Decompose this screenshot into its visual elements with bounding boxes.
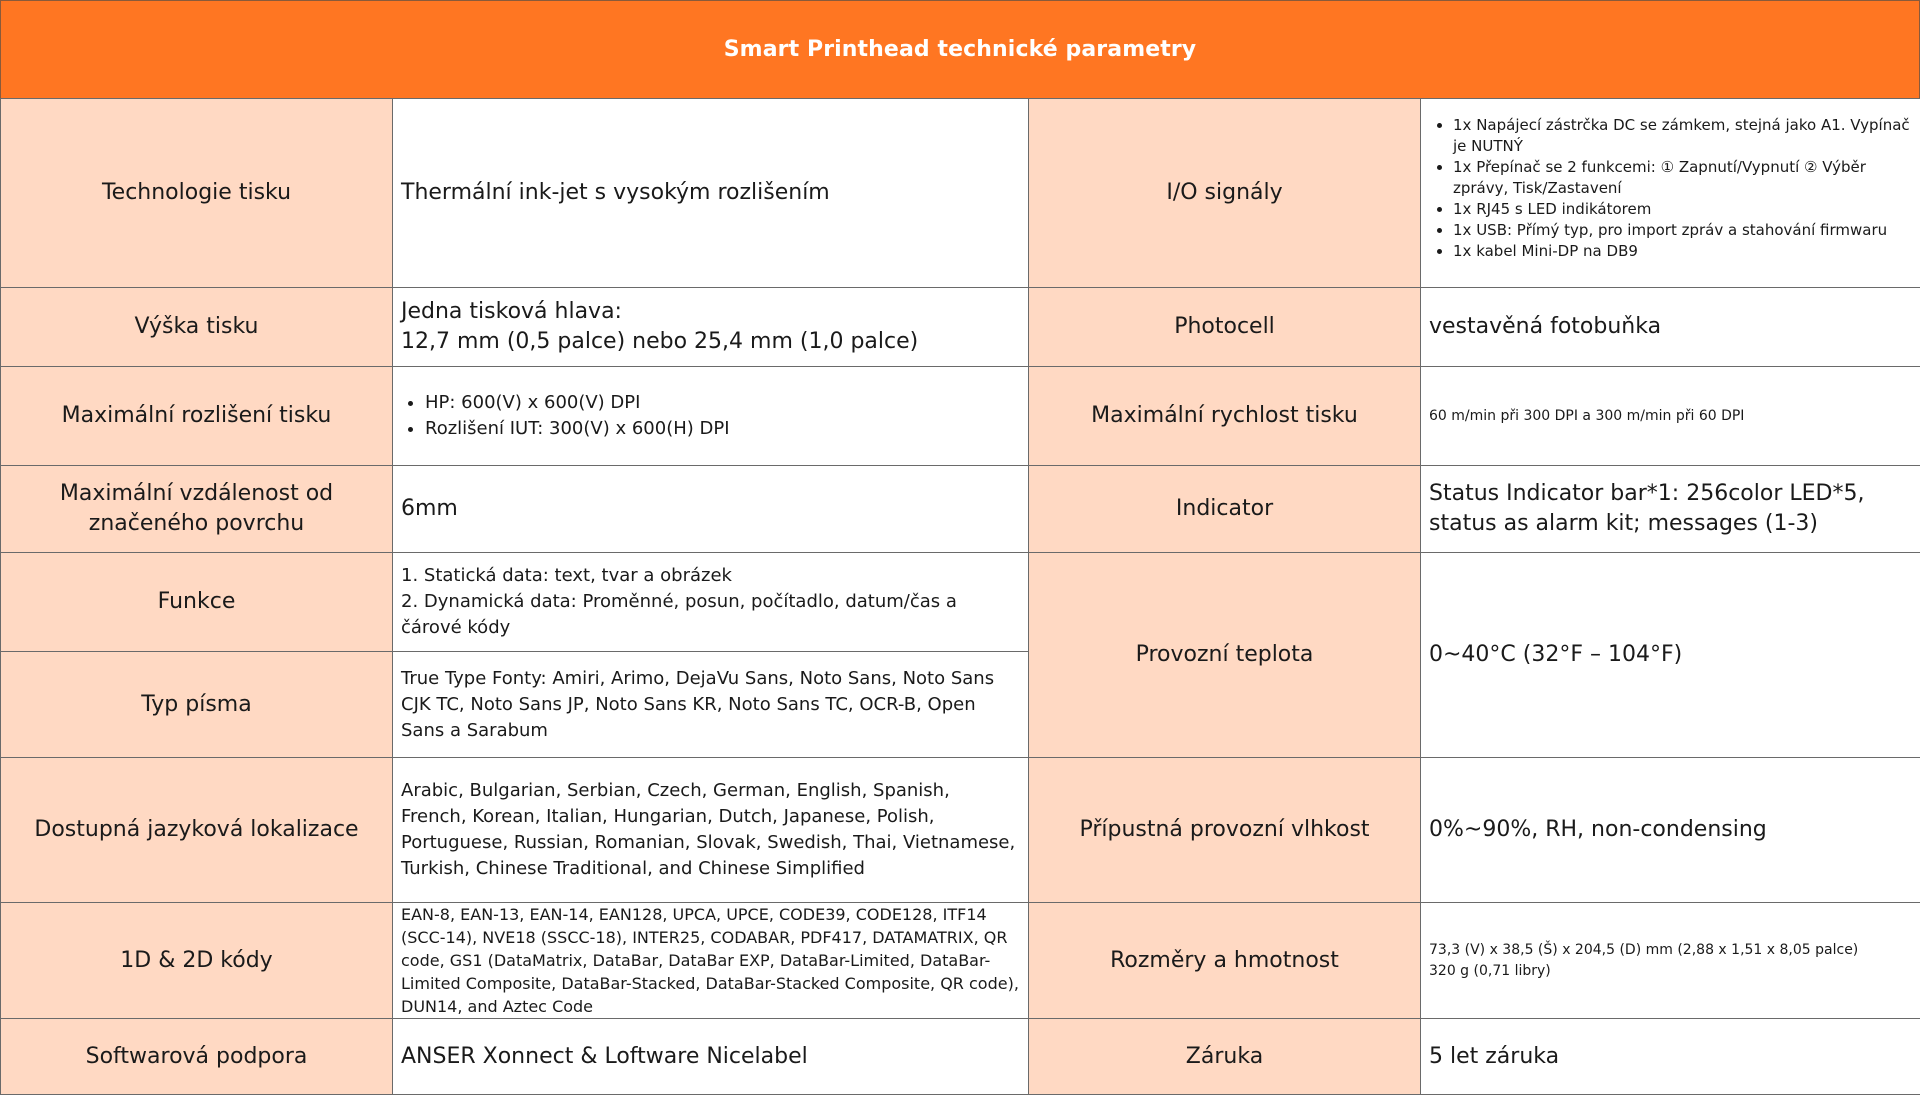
value-provozni-vlhkost: 0%~90%, RH, non-condensing: [1421, 758, 1920, 903]
value-line: 320 g (0,71 libry): [1429, 961, 1912, 982]
label-io-signaly: I/O signály: [1029, 99, 1421, 288]
list-item: • 1x USB: Přímý typ, pro import zpráv a stahování firmwaru: [1453, 220, 1912, 241]
label-photocell: Photocell: [1029, 288, 1421, 367]
list-item: • HP: 600(V) x 600(V) DPI: [425, 390, 1020, 416]
list-item: • 1x Přepínač se 2 funkcemi: ① Zapnutí/Vypnutí ② Výběr zprávy, Tisk/Zastavení: [1453, 157, 1912, 199]
label-max-vzdalenost: Maximální vzdálenost od značeného povrchu: [1, 466, 393, 553]
list-item: • 1x kabel Mini-DP na DB9: [1453, 241, 1912, 262]
label-funkce: Funkce: [1, 553, 393, 652]
table-row: [1, 1019, 1920, 1095]
list-item: • Rozlišení IUT: 300(V) x 600(H) DPI: [425, 416, 1020, 442]
label-rozmery-hmotnost: Rozměry a hmotnost: [1029, 903, 1421, 1019]
label-provozni-vlhkost: Přípustná provozní vlhkost: [1029, 758, 1421, 903]
label-jazykova-lokalizace: Dostupná jazyková lokalizace: [1, 758, 393, 903]
spec-table: [0, 98, 1920, 1095]
label-1d-2d-kody: 1D & 2D kódy: [1, 903, 393, 1019]
value-line: 12,7 mm (0,5 palce) nebo 25,4 mm (1,0 palce): [401, 327, 1020, 357]
value-funkce: [393, 553, 1029, 652]
value-line: 2. Dynamická data: Proměnné, posun, počítadlo, datum/čas a čárové kódy: [401, 589, 1020, 641]
value-max-vzdalenost: 6mm: [393, 466, 1029, 553]
table-row: [1, 288, 1920, 367]
label-indicator: Indicator: [1029, 466, 1421, 553]
value-max-rozliseni: [393, 367, 1029, 466]
value-technologie-tisku: Thermální ink-jet s vysokým rozlišením: [393, 99, 1029, 288]
value-jazykova-lokalizace: Arabic, Bulgarian, Serbian, Czech, German, English, Spanish, French, Korean, Italian, Hungarian, Dutch, Japanese, Polish, Portuguese, Russian, Romanian, Slovak, Swedish, Thai, Vietnamese, Turkish, Chinese Traditional, and Chinese Simplified: [393, 758, 1029, 903]
value-line: Jedna tisková hlava:: [401, 297, 1020, 327]
value-photocell: vestavěná fotobuňka: [1421, 288, 1920, 367]
table-row: [1, 99, 1920, 288]
value-provozni-teplota: 0~40°C (32°F – 104°F): [1421, 553, 1920, 758]
list-item: • 1x Napájecí zástrčka DC se zámkem, stejná jako A1. Vypínač je NUTNÝ: [1453, 115, 1912, 157]
value-softwarova-podpora: ANSER Xonnect & Loftware Nicelabel: [393, 1019, 1029, 1095]
table-row: [1, 758, 1920, 903]
value-1d-2d-kody: EAN-8, EAN-13, EAN-14, EAN128, UPCA, UPCE, CODE39, CODE128, ITF14 (SCC-14), NVE18 (SSCC-18), INTER25, CODABAR, PDF417, DATAMATRIX, QR code, GS1 (DataMatrix, DataBar, DataBar EXP, DataBar-Limited, DataBar-Limited Composite, DataBar-Stacked, DataBar-Stacked Composite, QR code), DUN14, and Aztec Code: [393, 903, 1029, 1019]
label-vyska-tisku: Výška tisku: [1, 288, 393, 367]
table-row: [1, 466, 1920, 553]
label-max-rychlost: Maximální rychlost tisku: [1029, 367, 1421, 466]
resolution-list: [401, 390, 1020, 442]
label-typ-pisma: Typ písma: [1, 652, 393, 758]
label-zaruka: Záruka: [1029, 1019, 1421, 1095]
value-zaruka: 5 let záruka: [1421, 1019, 1920, 1095]
label-provozni-teplota: Provozní teplota: [1029, 553, 1421, 758]
value-indicator: Status Indicator bar*1: 256color LED*5, status as alarm kit; messages (1-3): [1421, 466, 1920, 553]
table-row: [1, 903, 1920, 1019]
label-technologie-tisku: Technologie tisku: [1, 99, 393, 288]
value-vyska-tisku: [393, 288, 1029, 367]
label-max-rozliseni: Maximální rozlišení tisku: [1, 367, 393, 466]
table-row: [1, 367, 1920, 466]
value-line: 1. Statická data: text, tvar a obrázek: [401, 563, 1020, 589]
value-io-signaly: [1421, 99, 1920, 288]
label-softwarova-podpora: Softwarová podpora: [1, 1019, 393, 1095]
value-rozmery-hmotnost: [1421, 903, 1920, 1019]
value-typ-pisma: True Type Fonty: Amiri, Arimo, DejaVu Sans, Noto Sans, Noto Sans CJK TC, Noto Sans JP, Noto Sans KR, Noto Sans TC, OCR-B, Open Sans a Sarabum: [393, 652, 1029, 758]
list-item: • 1x RJ45 s LED indikátorem: [1453, 199, 1912, 220]
value-max-rychlost: 60 m/min při 300 DPI a 300 m/min při 60 DPI: [1421, 367, 1920, 466]
io-list: [1429, 115, 1912, 262]
table-header: [0, 0, 1920, 99]
table-row: [1, 553, 1920, 652]
page-title: Smart Printhead technické parametry: [724, 37, 1197, 62]
value-line: 73,3 (V) x 38,5 (Š) x 204,5 (D) mm (2,88 x 1,51 x 8,05 palce): [1429, 940, 1912, 961]
